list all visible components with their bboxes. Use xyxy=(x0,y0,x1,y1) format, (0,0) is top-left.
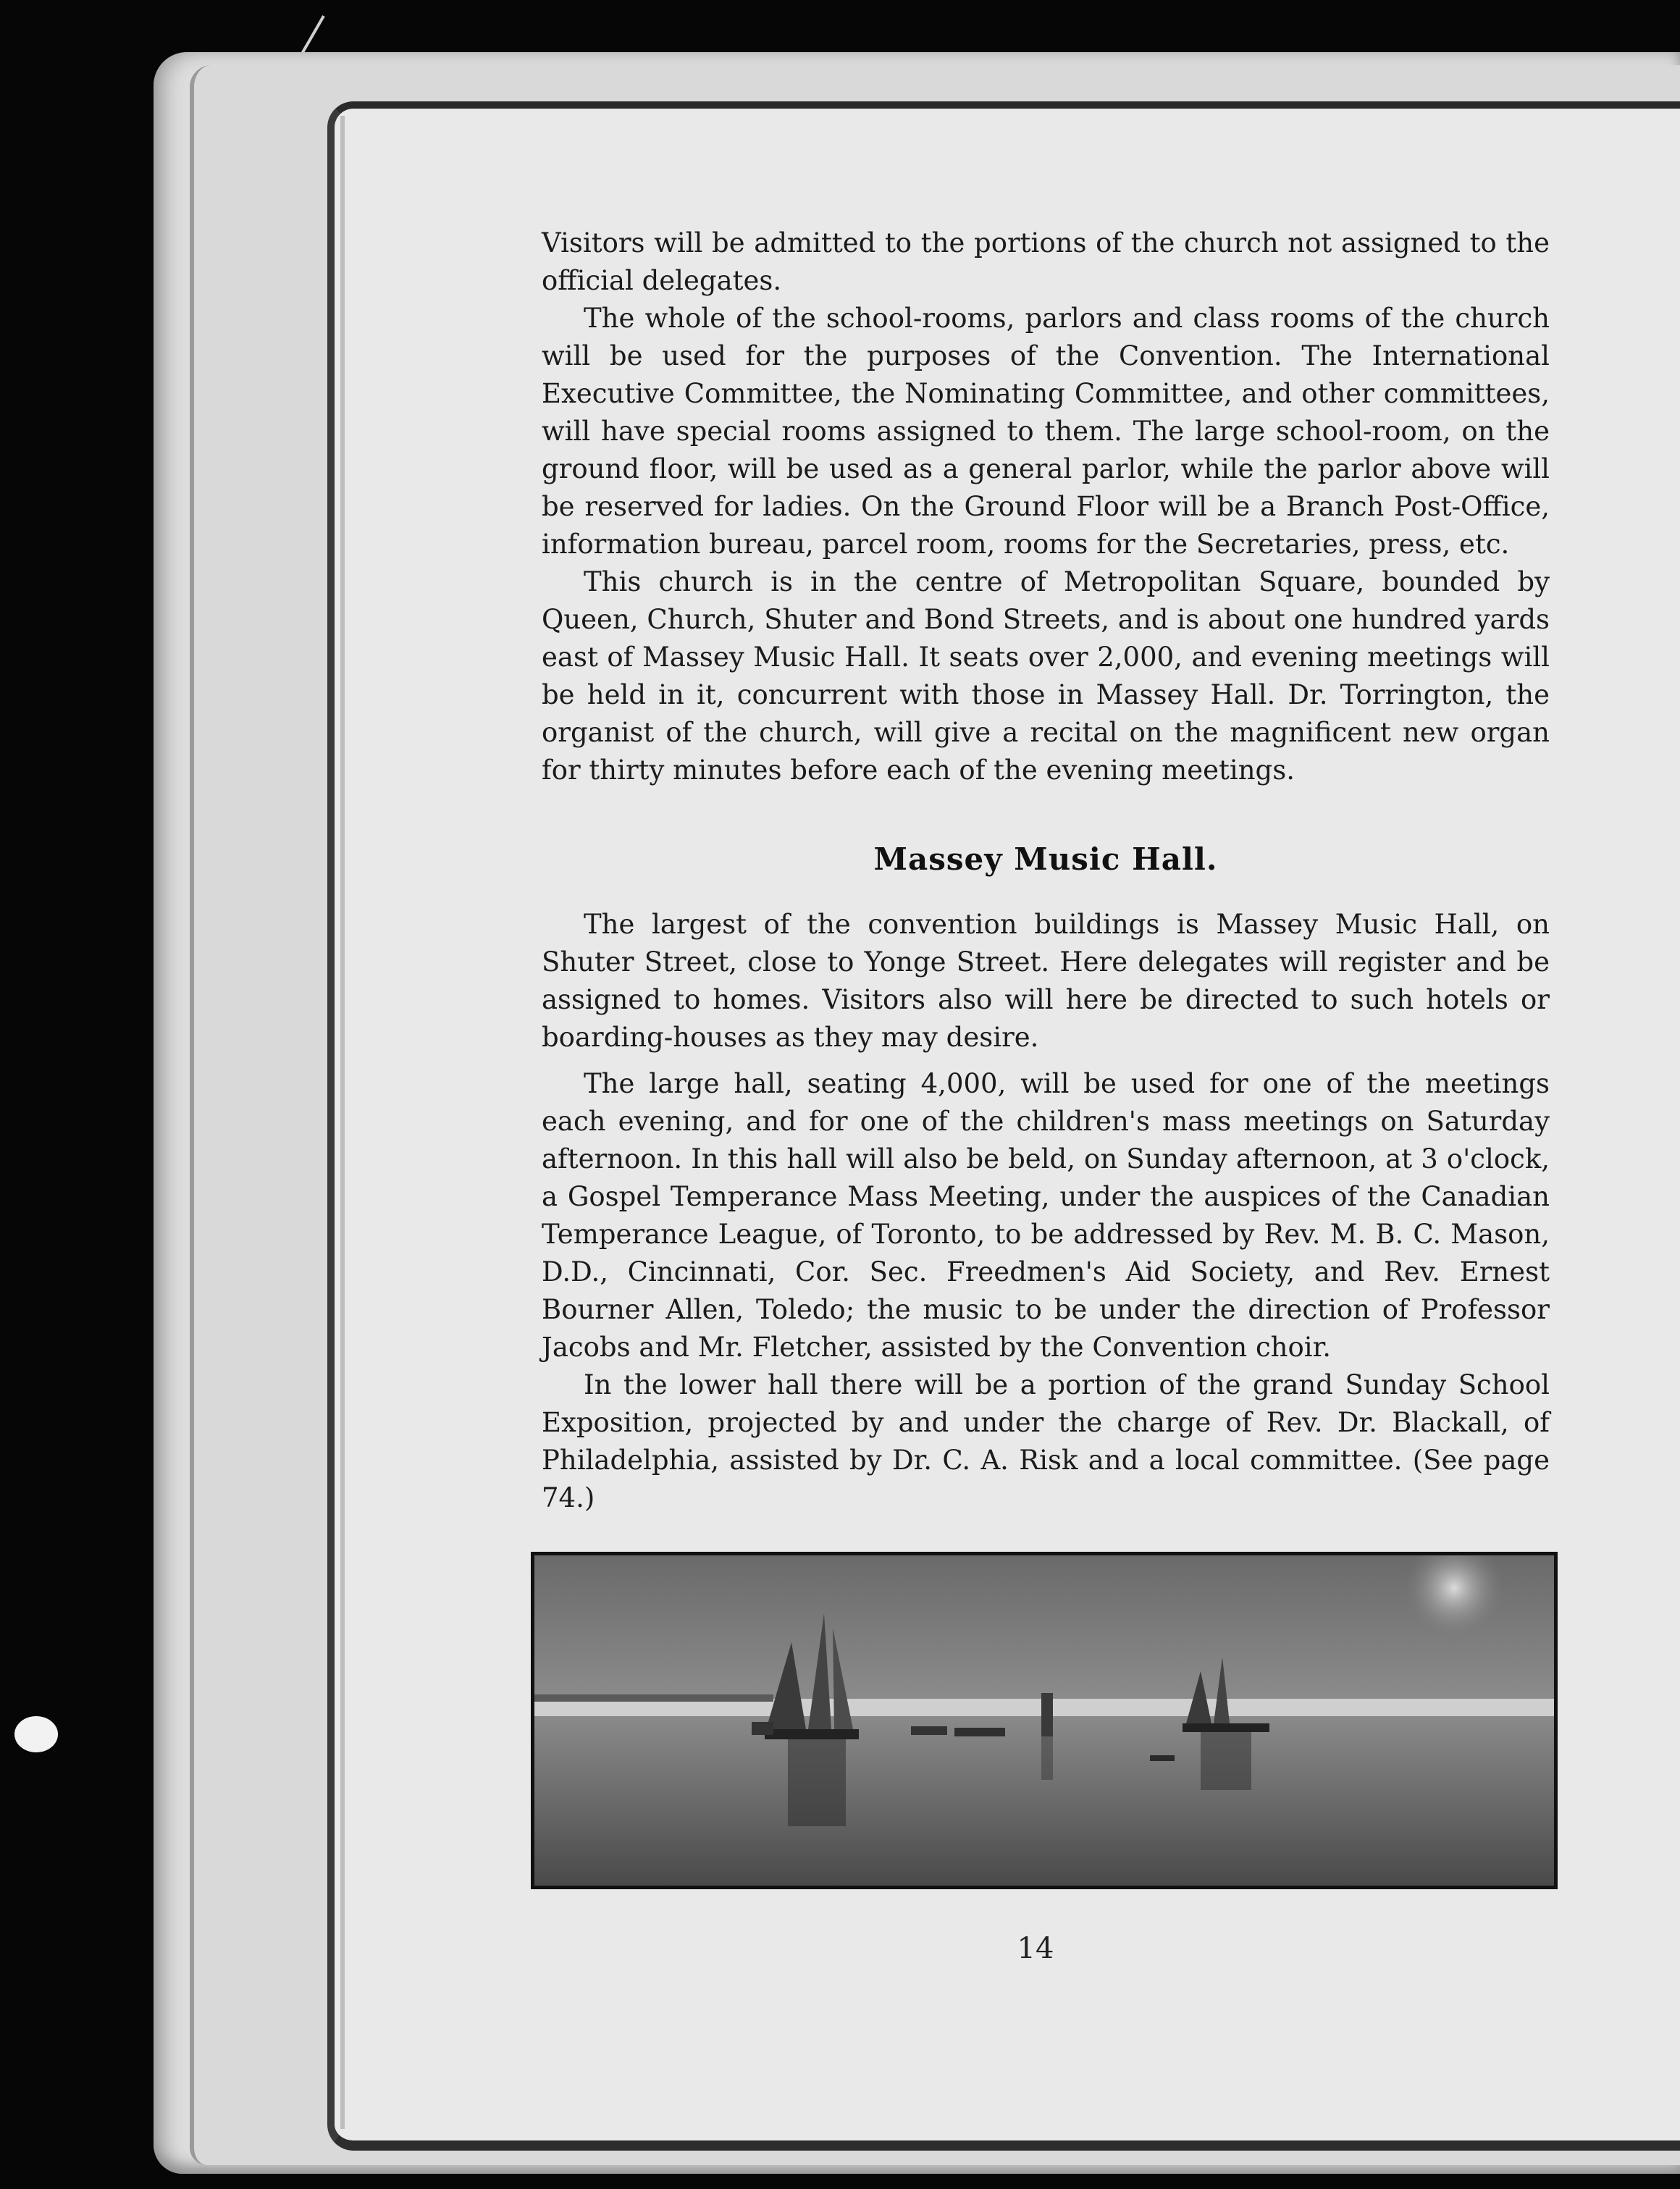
paragraph-large-hall: The large hall, seating 4,000, will be used for one of the meetings each evening, and for one of the children's mass meetings on Saturday afternoon. In this hall will also be beld, on Sunday afternoon, at 3 o'clock, a Gospel Temperance Mass Meeting, under the auspices of the Canadian Temperance League, of Toronto, to be addressed by Rev. M. B. C. Mason, D.D., Cincinnati, Cor. Sec. Freedmen's Aid Society, and Rev. Ernest Bourner Allen, Toledo; the music to be under the direction of Professor Jacobs and Mr. Fletcher, assisted by the Convention choir. xyxy=(542,1068,1550,1363)
paragraph-largest-building: The largest of the convention buildings is Massey Music Hall, on Shuter Street, close to Yonge Street. Here delegates will register and be assigned to homes. Visitors also will here be directed to such hotels or boarding-houses as they may desire. xyxy=(542,909,1550,1053)
section-heading: Massey Music Hall. xyxy=(873,841,1218,877)
paragraph-lower-hall: In the lower hall there will be a portion of the grand Sunday School Exposition, projected by and under the charge of Rev. Dr. Blackall, of Philadelphia, assisted by Dr. C. A. Risk and a local committee. (See page 74.) xyxy=(542,1369,1550,1513)
page-text-body xyxy=(542,224,1550,1517)
page-fold-line xyxy=(340,116,345,2129)
paragraph-school-rooms: The whole of the school-rooms, parlors and class rooms of the church will be used for the purposes of the Convention. The International Executive Committee, the Nominating Committee, and other committees, will have special rooms assigned to them. The large school-room, on the ground floor, will be used as a general parlor, while the parlor above will be reserved for ladies. On the Ground Floor will be a Branch Post-Office, information bureau, parcel room, rooms for the Secretaries, press, etc. xyxy=(542,303,1550,560)
paragraph-visitors: Visitors will be admitted to the portions of the church not assigned to the official delegates. xyxy=(542,227,1550,296)
page-number: 14 xyxy=(1017,1932,1054,1965)
paragraph-church-location: This church is in the centre of Metropolitan Square, bounded by Queen, Church, Shuter and Bond Streets, and is about one hundred yards east of Massey Music Hall. It seats over 2,000, and evening meetings will be held in it, concurrent with those in Massey Hall. Dr. Torrington, the organist of the church, will give a recital on the magnificent new organ for thirty minutes before each of the evening meetings. xyxy=(542,566,1550,786)
sailboats-picture xyxy=(534,1555,1554,1886)
scan-speck xyxy=(14,1716,58,1752)
scan-mark xyxy=(301,15,324,54)
harbor-photograph xyxy=(531,1552,1558,1889)
paragraph-gap xyxy=(542,1056,1550,1065)
